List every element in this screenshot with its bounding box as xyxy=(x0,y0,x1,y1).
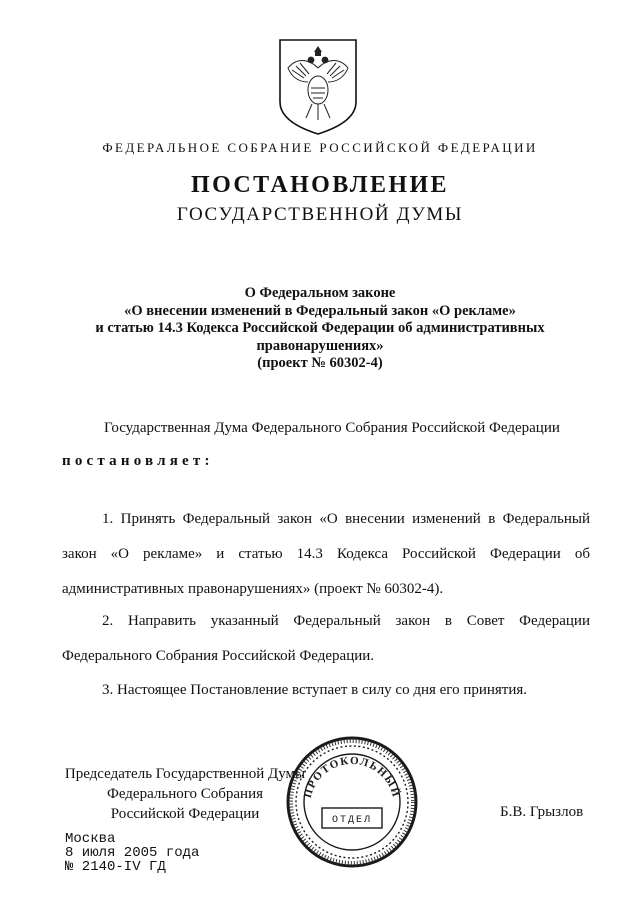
resolution-point-2: 2. Направить указанный Федеральный закон в Совет Федерации Федерального Собрания Российской Федерации. xyxy=(62,613,590,664)
protocol-department-seal xyxy=(282,732,422,872)
registration-stamp xyxy=(65,832,199,874)
signatory-title-line: Председатель Государственной Думы xyxy=(64,766,306,782)
seal-center-text: ОТДЕЛ xyxy=(331,815,373,826)
resolution-point-3: 3. Настоящее Постановление вступает в силу со дня его принятия. xyxy=(102,682,528,698)
stamp-number: № 2140-IV ГД xyxy=(65,859,166,875)
subject-line: О Федеральном законе xyxy=(244,285,396,301)
signatory-title-line: Российской Федерации xyxy=(110,806,260,822)
subject-line: и статью 14.3 Кодекса Российской Федерации об административных xyxy=(95,320,545,337)
seal-title: ПРОТОКОЛЬНЫЙ xyxy=(301,754,403,800)
resolution-point-1: 1. Принять Федеральный закон «О внесении изменений в Федеральный закон «О рекламе» и статью 14.3 Кодекса Российской Федерации об административных правонарушениях» (проект № 60302-4). xyxy=(62,511,590,597)
document-subject xyxy=(60,285,580,373)
signatory-title-line: Федерального Собрания xyxy=(106,786,264,802)
signatory-name: Б.В. Грызлов xyxy=(500,804,584,820)
document-subtype: ГОСУДАРСТВЕННОЙ ДУМЫ xyxy=(176,204,464,225)
subject-line: «О внесении изменений в Федеральный закон «О рекламе» xyxy=(124,302,516,319)
stamp-city: Москва xyxy=(65,831,116,847)
intro-text: Государственная Дума Федерального Собрания Российской Федерации xyxy=(104,420,560,436)
resolves-word: постановляет: xyxy=(62,453,214,469)
subject-line: (проект № 60302-4) xyxy=(257,355,383,372)
signatory-title xyxy=(60,764,310,824)
subject-line: правонарушениях» xyxy=(256,337,384,354)
stamp-date: 8 июля 2005 года xyxy=(65,845,200,861)
document-type: ПОСТАНОВЛЕНИЕ xyxy=(191,172,449,198)
coat-of-arms-icon xyxy=(278,38,358,136)
organization-title: ФЕДЕРАЛЬНОЕ СОБРАНИЕ РОССИЙСКОЙ ФЕДЕРАЦИИ xyxy=(102,140,538,155)
